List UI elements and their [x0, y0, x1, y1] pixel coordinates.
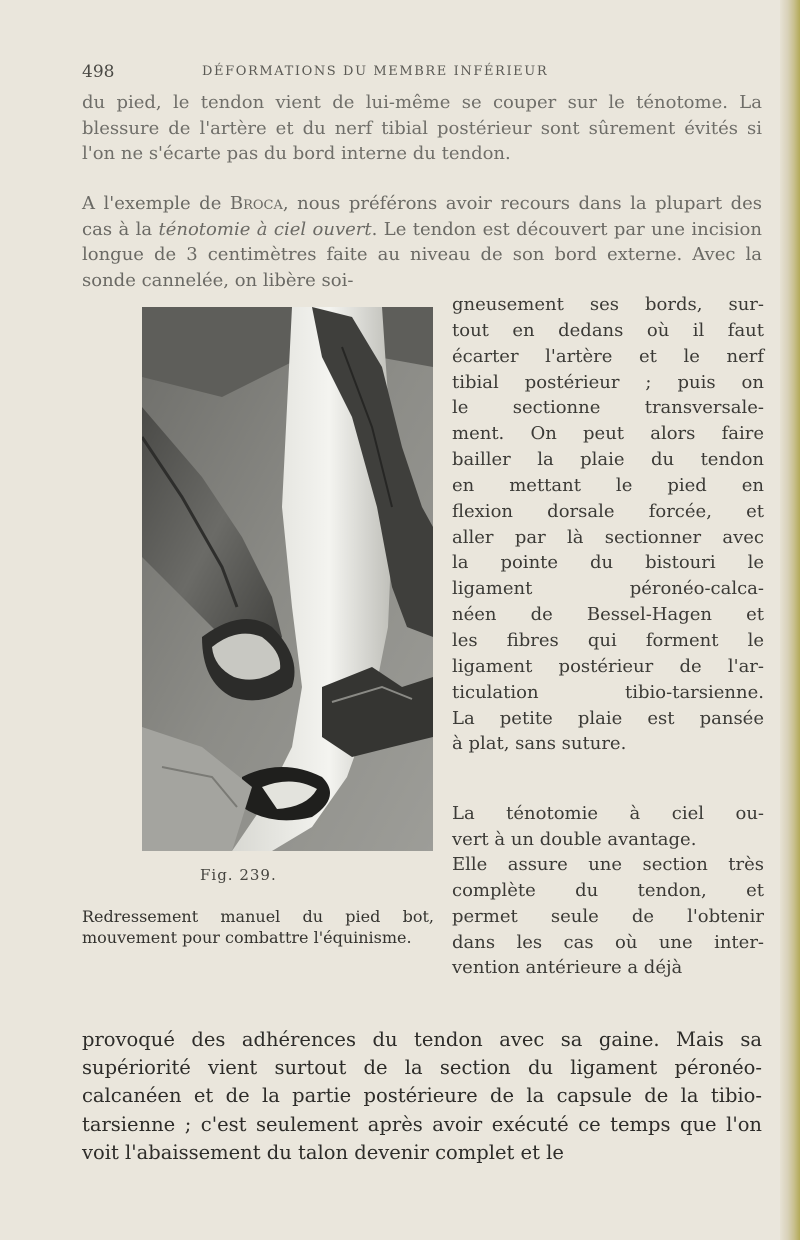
text-line: flexion dorsale forcée, et [452, 500, 764, 522]
text-line: Elle assure une section très [452, 854, 764, 875]
text-line: ticulation tibio-tarsienne. [452, 681, 764, 703]
author-name: Broca [229, 193, 283, 214]
text-line: tibial postérieur ; puis on [452, 371, 764, 393]
text-line: aller par là sectionner avec [452, 526, 764, 548]
text-line: complète du tendon, et [452, 879, 764, 901]
text-segment: A l'exemple de [82, 193, 230, 214]
text-line: écarter l'artère et le nerf [452, 345, 764, 367]
paragraph-tenotomy-intro: du pied, le tendon vient de lui-même se couper sur le ténotome. La blessure de l'artère et du nerf tibial postérieur sont sûrement évités si l'on ne s'écarte pas du bord interne du tendon. [82, 92, 762, 164]
photograph-hands-foot-icon [142, 307, 433, 851]
text-line: tout en dedans où il faut [452, 319, 764, 341]
paragraph-open-tenotomy [82, 191, 762, 293]
page-header [82, 62, 760, 86]
text-line: la pointe du bistouri le [452, 552, 764, 574]
text-segment: , nous préférons avoir recours dans la plupart des cas à la [82, 193, 762, 240]
emphasis-term: ténotomie à ciel ouvert [158, 218, 372, 240]
running-title: DÉFORMATIONS DU MEMBRE INFÉRIEUR [202, 64, 549, 79]
text-line: néen de Bessel-Hagen et [452, 604, 764, 626]
figure-caption: Redressement manuel du pied bot, mouvement pour combattre l'équinisme. [82, 907, 434, 947]
page-edge [780, 0, 800, 1240]
text-segment: . Le tendon est découvert par une incision longue de 3 centimètres faite au niveau de son bord externe. Avec la sonde cannelée, on libère soi- [82, 218, 762, 291]
wrapped-text-column-2 [452, 801, 764, 853]
wrapped-text-column-3 [452, 852, 764, 981]
text-line: bailler la plaie du tendon [452, 449, 764, 471]
text-line: dans les cas où une inter- [452, 931, 764, 953]
text-line: le sectionne transversale- [452, 397, 764, 419]
text-line: vention antérieure a déjà [452, 957, 683, 979]
text-line: les fibres qui forment le [452, 629, 764, 651]
wrapped-text-column [452, 292, 764, 757]
figure-photograph [142, 307, 433, 851]
text-line: à plat, sans suture. [452, 733, 627, 755]
text-line: en mettant le pied en [452, 474, 764, 496]
text-line: gneusement ses bords, sur- [452, 294, 764, 315]
text-line: ligament péronéo-calca- [452, 578, 764, 600]
figure-number: Fig. 239. [200, 866, 277, 884]
text-line: La petite plaie est pansée [452, 707, 764, 729]
text-line: ligament postérieur de l'ar- [452, 655, 764, 677]
text-line: vert à un double avantage. [452, 828, 697, 850]
text-line: ment. On peut alors faire [452, 423, 764, 445]
paragraph-advantages: provoqué des adhérences du tendon avec sa gaine. Mais sa supériorité vient surtout de la section du ligament péronéo-calcanéen et de la partie postérieure de la capsule de la tibio-tarsienne ; c'est seulement après avoir exécuté ce temps que l'on voit l'abaissement du talon devenir complet et le [82, 1028, 762, 1164]
page-number: 498 [82, 62, 115, 82]
text-line: La ténotomie à ciel ou- [452, 803, 764, 824]
text-line: permet seule de l'obtenir [452, 905, 764, 927]
